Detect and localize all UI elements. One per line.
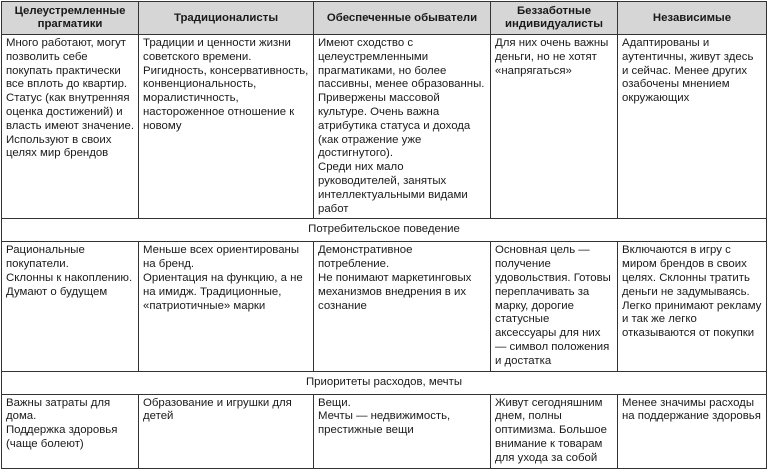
cell-traits-carefree: Для них очень важны деньги, но не хотят «напрягаться» [491, 35, 618, 219]
section-row-priorities [2, 371, 767, 394]
header-wealthy: Обеспеченные обыватели [314, 2, 491, 35]
header-carefree: Беззаботные индивидуалисты [491, 2, 618, 35]
cell-traits-independent: Адаптированы и аутентичны, живут здесь и сейчас. Менее других озабочены мнением окружающих [618, 35, 767, 219]
section-title-priorities: Приоритеты расходов, мечты [2, 371, 767, 394]
cell-priorities-traditionalists: Образование и игрушки для детей [139, 394, 314, 468]
header-traditionalists: Традиционалисты [139, 2, 314, 35]
cell-behavior-carefree: Основная цель — получение удовольствия. Готовы переплачивать за марку, дорогие статусные аксессуары для них — символ положения и достатка [491, 242, 618, 371]
cell-priorities-carefree: Живут сегодняшним днем, полны оптимизма. Большое внимание к товарам для ухода за собой [491, 394, 618, 468]
cell-priorities-wealthy: Вещи. Мечты — недвижимость, престижные вещи [314, 394, 491, 468]
table-row-traits [2, 35, 767, 219]
cell-behavior-wealthy: Демонстративное потребление. Не понимают маркетинговых механизмов внедрения в их сознание [314, 242, 491, 371]
section-row-behavior [2, 219, 767, 242]
cell-traits-wealthy: Имеют сходство с целеустремленными прагматиками, но более пассивны, менее образованны. Привержены массовой культуре. Очень важна атрибутика статуса и дохода (как отражение уже достигнутого). Среди них мало руководителей, занятых интеллектуальными видами работ [314, 35, 491, 219]
cell-traits-traditionalists: Традиции и ценности жизни советского времени. Ригидность, консервативность, конвенциональность, моралистичность, настороженное отношение к новому [139, 35, 314, 219]
header-independent: Независимые [618, 2, 767, 35]
header-pragmatists: Целеустремленные прагматики [2, 2, 139, 35]
cell-priorities-pragmatists: Важны затраты для дома. Поддержка здоровья (чаще болеют) [2, 394, 139, 468]
cell-behavior-pragmatists: Рациональные покупатели. Склонны к накоплению. Думают о будущем [2, 242, 139, 371]
section-title-behavior: Потребительское поведение [2, 219, 767, 242]
table-row-priorities [2, 394, 767, 468]
cell-behavior-traditionalists: Меньше всех ориентированы на бренд. Ориентация на функцию, а не на имидж. Традиционные, «патриотичные» марки [139, 242, 314, 371]
cell-priorities-independent: Менее значимы расходы на поддержание здоровья [618, 394, 767, 468]
cell-traits-pragmatists: Много работают, могут позволить себе покупать практически все вплоть до квартир. Статус (как внутренняя оценка достижений) и власть имеют значение. Используют в своих целях мир брендов [2, 35, 139, 219]
segments-table [1, 1, 767, 469]
table-row-behavior [2, 242, 767, 371]
cell-behavior-independent: Включаются в игру с миром брендов в своих целях. Склонны тратить деньги не задумываясь. Легко принимают рекламу и так же легко отказываются от покупки [618, 242, 767, 371]
header-row [2, 2, 767, 35]
